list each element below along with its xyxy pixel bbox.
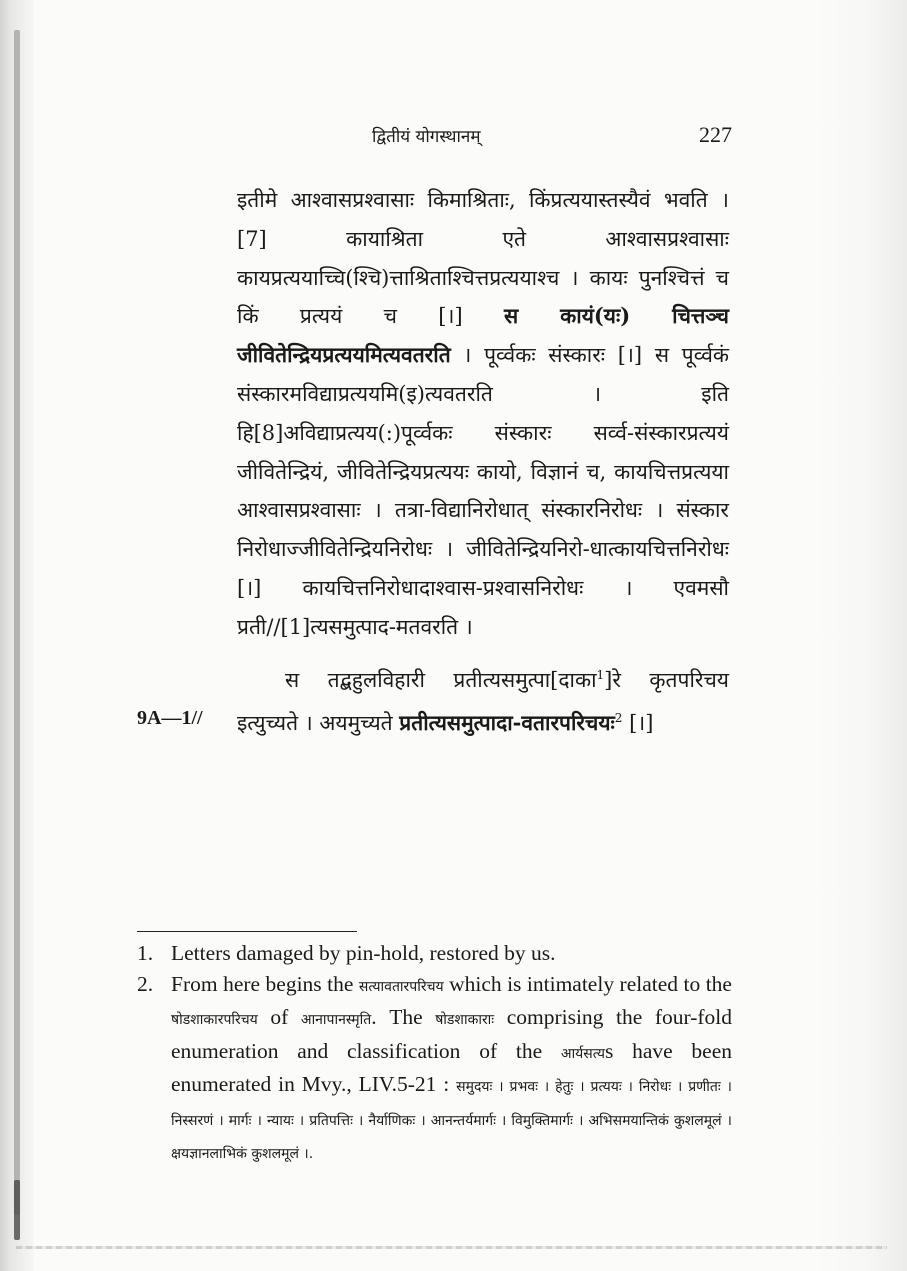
footnote-1 [137,938,732,969]
footnote-text: which is intimately related to the [443,971,732,996]
page-number: 227 [699,122,732,147]
devanagari-term: आर्यसत्य [560,1045,605,1062]
binding-gutter-dark [14,1180,20,1240]
devanagari-term: षोडशाकाराः [435,1012,495,1028]
footnote-rule [137,931,357,932]
binding-gutter [14,30,20,1215]
footnote-number: 2. [137,971,154,996]
footnote-ref: 2 [614,711,623,726]
footnote-text: From here begins the [171,971,359,996]
main-text [237,181,729,743]
text-run: इतीमे आश्वासप्रश्वासाः किमाश्रिताः, किंप्रत्ययास्तस्यैवं भवति । [7] कायाश्रिता एते आश्वासप्रश्वासाः कायप्रत्ययाच्चि(श्चि)त्ताश्रिताश्चित्तप्रत्ययाश्च । कायः पुनश्चित्तं च किं प्रत्ययं च [।] [237,188,729,329]
footnote-text: comprising the four-fold enumeration and classification of the [171,1005,732,1063]
footnote-text: of [257,1005,301,1029]
footnote-ref: 1 [596,667,605,682]
footnote-text: s have been enumerated in Mvy., LIV.5-21 : [171,1038,732,1096]
devanagari-term: सत्यावतारपरिचय [358,978,444,995]
text-run: स तद्बहुलविहारी प्रतीत्यसमुत्पा[दाका [285,667,597,692]
footnote-text: . The [371,1005,436,1029]
bold-phrase: स कायं(यः) चित्तञ्च जीवितेन्द्रियप्रत्ययमित्यवतरति [237,303,729,368]
text-run: [।] [622,711,654,736]
footnote-2 [137,969,732,1170]
paragraph-2 [237,656,729,744]
margin-folio-note: 9A—1// [137,707,203,729]
devanagari-term: षोडशाकारपरिचय [171,1012,258,1028]
bold-phrase: प्रतीत्यसमुत्पादा-वतारपरिचयः [399,710,615,736]
footnotes [137,938,732,1170]
devanagari-term: आनापानस्मृति [300,1012,372,1028]
page-edge-shadow-right [817,0,907,1271]
text-run: । पूर्व्वकः संस्कारः [।] स पूर्व्वकं संस्कारमविद्याप्रत्ययमि(इ)त्यवतरति । इति हि[8]अविद्याप्रत्यय(:)पूर्व्वकः संस्कारः सर्व्व-संस्कारप्रत्ययं जीवितेन्द्रियं, जीवितेन्द्रियप्रत्ययः कायो, विज्ञानं च, कायचित्तप्रत्यया आश्वासप्रश्वासाः । तत्रा-विद्यानिरोधात् संस्कारनिरोधः । संस्कार निरोधाज्जीवितेन्द्रियनिरोधः । जीवितेन्द्रियनिरो-धात्कायचित्तनिरोधः [।] कायचित्तनिरोधादाश्वास-प्रश्वासनिरोधः । एवमसौ प्रती//[1]त्यसमुत्पाद-मतवरति । [237,343,729,639]
paragraph-1 [237,181,729,647]
footnote-number: 1. [137,941,154,965]
page-bottom-edge [16,1246,887,1249]
running-head: द्वितीयं योगस्थानम् [372,127,481,147]
footnote-text: Letters damaged by pin-hold, restored by us. [171,941,556,965]
text-run: ]रे कृतपरिचय इत्युच्यते । अयमुच्यते [237,667,729,736]
page-header [0,122,907,156]
devanagari-list: समुदयः । प्रभवः । हेतुः । प्रत्ययः । निरोधः । प्रणीतः । निस्सरणं । मार्गः । न्यायः । प्रतिपत्तिः । नैर्याणिकः । आनन्तर्यमार्गः । विमुक्तिमार्गः । अभिसमयान्तिकं कुशलमूलं । क्षयज्ञानलाभिकं कुशलमूलं ।. [171,1079,732,1162]
